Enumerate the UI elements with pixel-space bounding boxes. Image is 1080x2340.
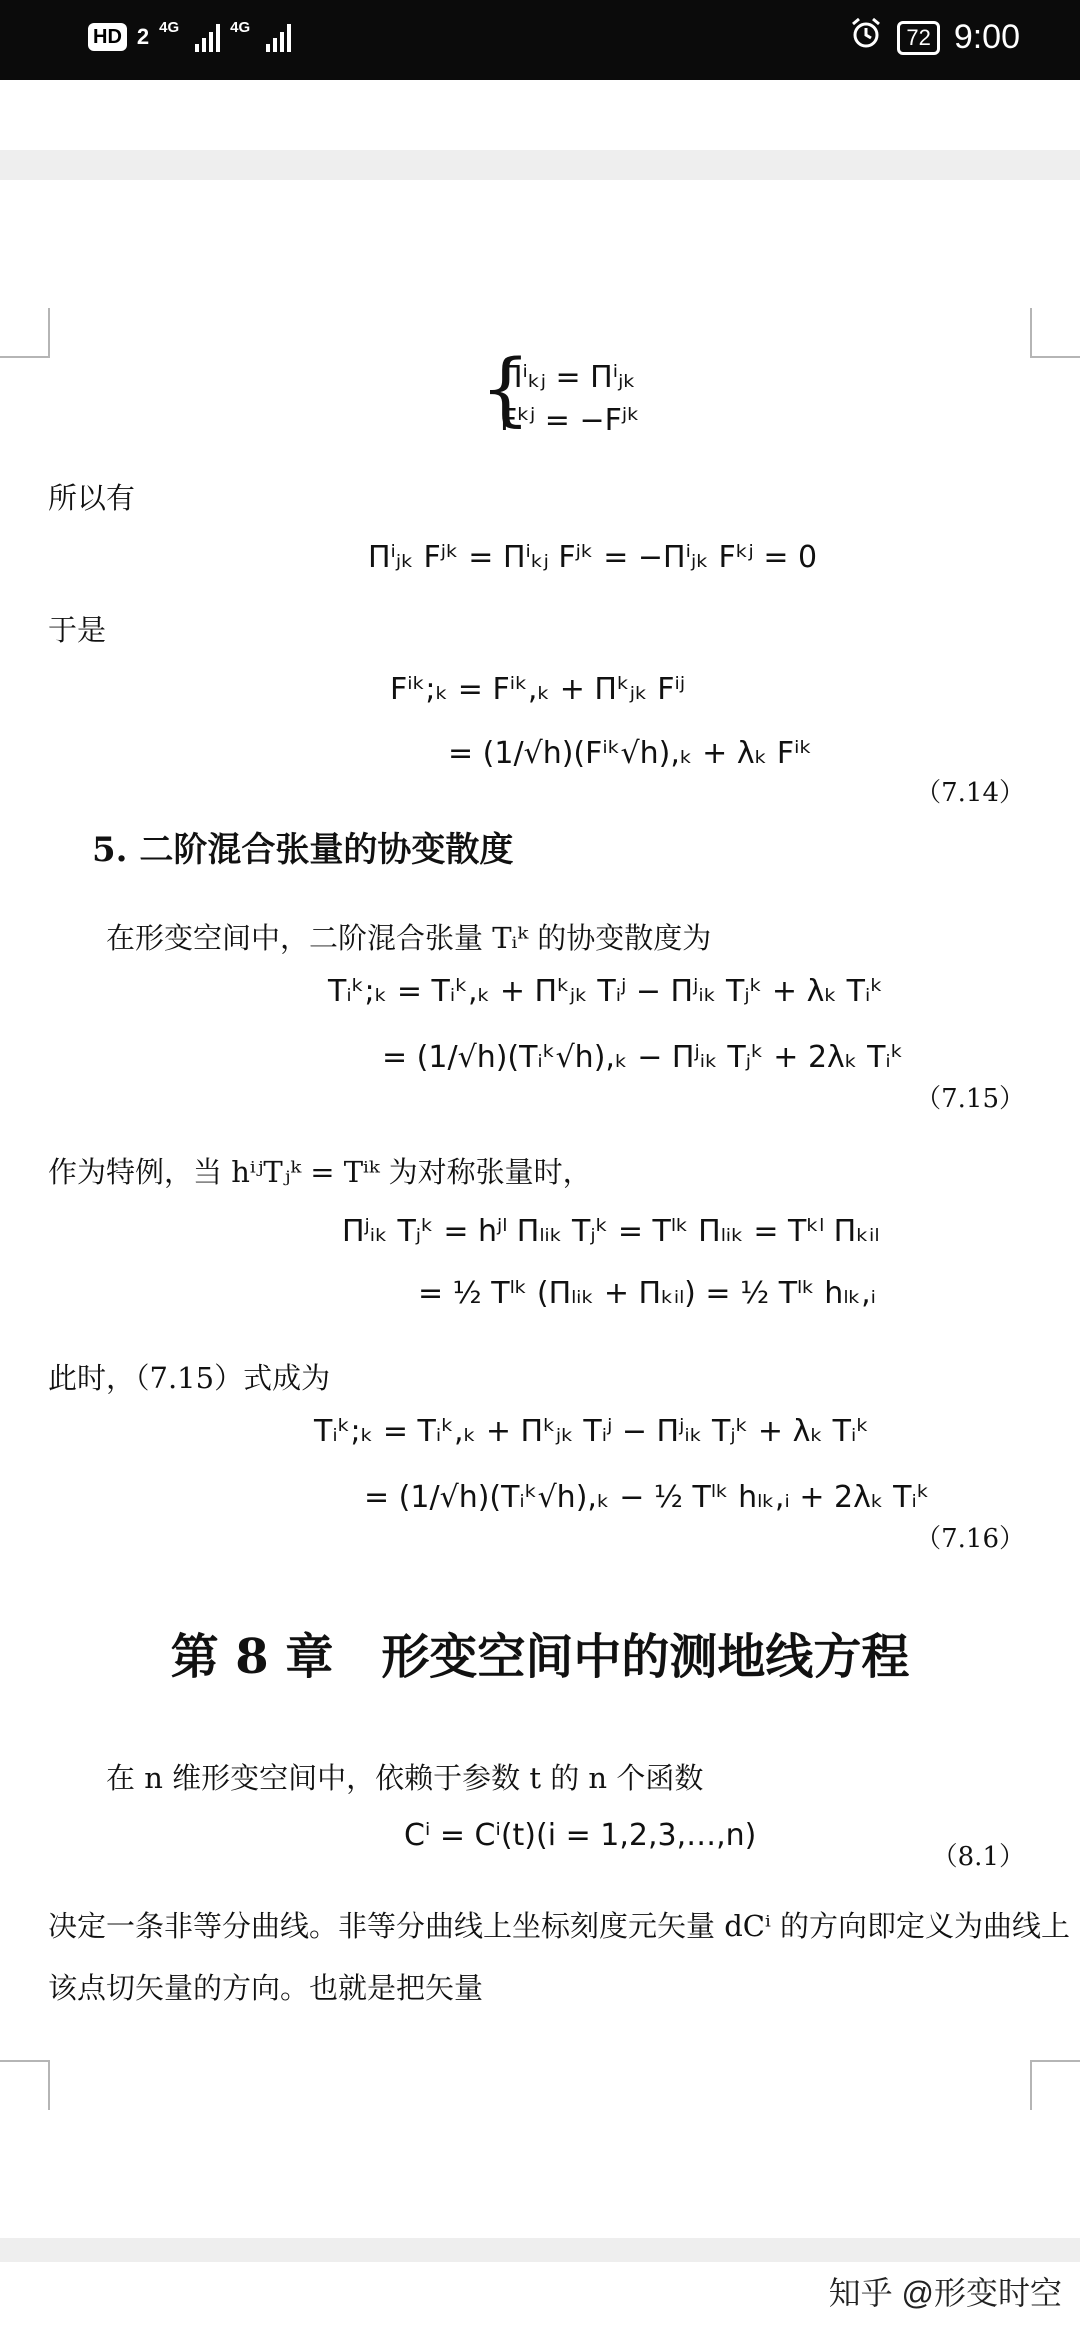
chapter-heading: 第 8 章 形变空间中的测地线方程 [170,1629,910,1685]
watermark: 知乎 @形变时空 [828,2275,1062,2311]
network-type-1: 4G [159,18,180,36]
equation: Tᵢᵏ;ₖ = Tᵢᵏ,ₖ + Πᵏⱼₖ Tᵢʲ − Πʲᵢₖ Tⱼᵏ + λₖ Tᵢᵏ [314,1414,870,1449]
equation: Fᵏʲ = −Fʲᵏ [500,403,640,438]
status-right [849,16,1020,59]
clock: 9:00 [953,18,1020,56]
sim-number: 2 [136,24,150,49]
signal-icon-1 [195,22,220,52]
paragraph-text: 该点切矢量的方向。也就是把矢量 [48,1971,484,2005]
hd-badge: HD [88,23,127,51]
equation-number: （7.14） [915,778,1025,808]
equation: Tᵢᵏ;ₖ = Tᵢᵏ,ₖ + Πᵏⱼₖ Tᵢʲ − Πʲᵢₖ Tⱼᵏ + λₖ Tᵢᵏ [328,974,884,1009]
equation: = (1/√h)(Tᵢᵏ√h),ₖ − Πʲᵢₖ Tⱼᵏ + 2λₖ Tᵢᵏ [382,1040,904,1075]
equation: Fⁱᵏ;ₖ = Fⁱᵏ,ₖ + Πᵏⱼₖ Fⁱʲ [390,672,686,707]
equation-system [480,342,640,438]
page-gap-bottom [0,2238,1080,2262]
equation-number: （8.1） [931,1842,1025,1872]
paragraph-text: 于是 [48,613,107,647]
paragraph-text: 决定一条非等分曲线。非等分曲线上坐标刻度元矢量 dCⁱ 的方向即定义为曲线上 [48,1909,1071,1943]
page-gap-top [0,150,1080,180]
paragraph-text: 所以有 [48,481,136,515]
brace-symbol: { [480,342,531,435]
equation: = (1/√h)(Fⁱᵏ√h),ₖ + λₖ Fⁱᵏ [448,736,813,771]
page-corner-mark [1030,308,1080,358]
paragraph-text: 在形变空间中，二阶混合张量 Tᵢᵏ 的协变散度为 [106,921,712,955]
page-corner-mark [0,308,50,358]
paragraph-text: 作为特例，当 hⁱʲTⱼᵏ = Tⁱᵏ 为对称张量时， [48,1155,592,1189]
equation: = (1/√h)(Tᵢᵏ√h),ₖ − ½ Tˡᵏ hₗₖ,ᵢ + 2λₖ Tᵢᵏ [364,1480,930,1515]
section-heading: 5. 二阶混合张量的协变散度 [92,830,514,870]
battery-icon: 72 [897,21,939,55]
equation: Πʲᵢₖ Tⱼᵏ = hʲˡ Πₗᵢₖ Tⱼᵏ = Tˡᵏ Πₗᵢₖ = Tᵏˡ Πₖᵢₗ [342,1214,880,1249]
equation: Cⁱ = Cⁱ(t)(i = 1,2,3,…,n) [404,1818,757,1853]
page-corner-mark [0,2060,50,2110]
page-corner-mark [1030,2060,1080,2110]
alarm-icon [849,16,883,59]
signal-icon-2 [266,22,291,52]
paragraph-text: 此时，（7.15）式成为 [48,1361,331,1395]
equation-number: （7.15） [915,1084,1025,1114]
status-bar [0,0,1080,80]
equation: Πⁱⱼₖ Fʲᵏ = Πⁱₖⱼ Fʲᵏ = −Πⁱⱼₖ Fᵏʲ = 0 [368,540,818,575]
paragraph-text: 在 n 维形变空间中，依赖于参数 t 的 n 个函数 [106,1761,704,1795]
equation: Πⁱₖⱼ = Πⁱⱼₖ [500,360,637,395]
equation: = ½ Tˡᵏ (Πₗᵢₖ + Πₖᵢₗ) = ½ Tˡᵏ hₗₖ,ᵢ [418,1276,876,1311]
network-type-2: 4G [230,18,251,36]
status-left [88,18,291,52]
equation-number: （7.16） [915,1524,1025,1554]
